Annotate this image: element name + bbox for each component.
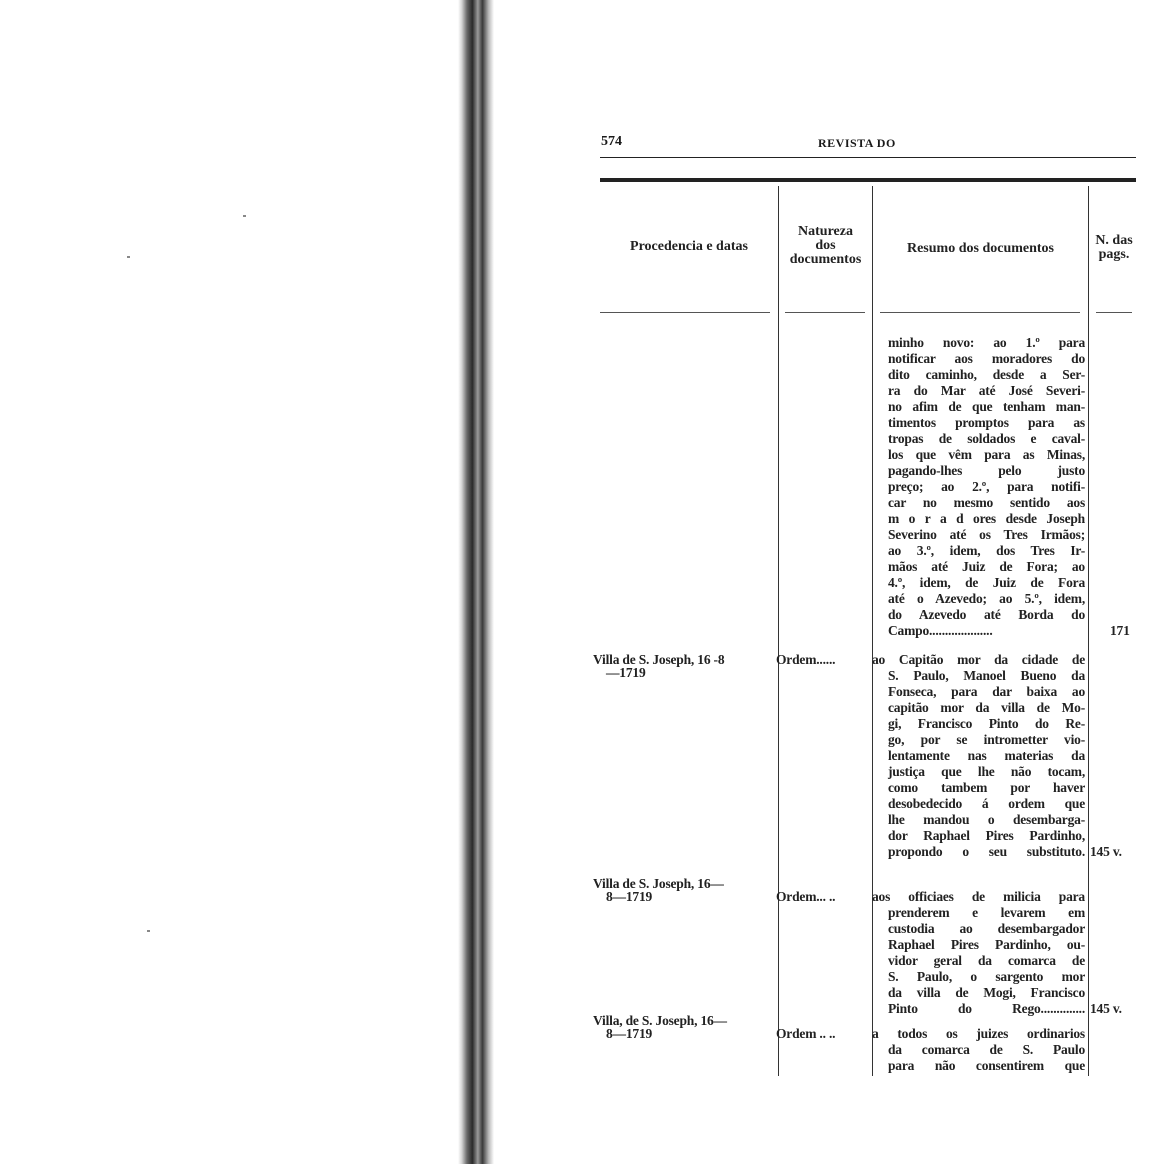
running-title: REVISTA DO [818,136,896,150]
summary-line: m o r a d ores desde Joseph [888,511,1085,526]
page-number: 574 [601,134,622,149]
summary-line: minho novo: ao 1.º para [888,335,1085,350]
document-nature: Ordem .. .. [776,1026,836,1041]
document-nature: Ordem...... [776,652,836,667]
column-header-procedencia: Procedencia e datas [630,239,748,254]
summary-line: Fonseca, para dar baixa ao [888,684,1085,699]
page-reference: 145 v. [1090,844,1122,859]
scan-speck [243,215,246,217]
summary-line: S. Paulo, Manoel Bueno da [888,668,1085,683]
scan-speck [127,256,130,258]
summary-line: como tambem por haver [888,780,1085,795]
document-nature: Ordem... .. [776,889,836,904]
summary-line: lentamente nas materias da [888,748,1085,763]
column-divider [1088,186,1089,1076]
date-line: Villa, de S. Joseph, 16— [593,1013,727,1028]
book-binding-gutter [458,0,494,1164]
date-line: 8—1719 [606,889,653,904]
page-reference: 171 [1110,623,1130,638]
summary-line: tropas de soldados e caval- [888,431,1085,446]
page-reference: 145 v. [1090,1001,1122,1016]
column-header-paginas [1089,234,1139,262]
summary-line: pagando-lhes pelo justo [888,463,1085,478]
summary-line: S. Paulo, o sargento mor [888,969,1085,984]
summary-line: Raphael Pires Pardinho, ou- [888,937,1085,952]
summary-line: Campo.................... [888,623,993,638]
summary-line: justiça que lhe não tocam, [888,764,1085,779]
column-divider [778,186,779,1076]
column-header-natureza [779,225,872,267]
summary-line: vidor geral da comarca de [888,953,1085,968]
scan-speck [147,930,150,932]
column-header-resumo: Resumo dos documentos [906,241,1054,256]
summary-line: notificar aos moradores do [888,351,1085,366]
header-line: pags. [1098,247,1130,262]
summary-line: propondo o seu substituto. [888,844,1085,859]
summary-line: no afim de que tenham man- [888,399,1085,414]
header-line: N. das [1095,233,1133,248]
column-divider [872,186,873,1076]
summary-line: capitão mor da villa de Mo- [888,700,1085,715]
summary-line: da villa de Mogi, Francisco [888,985,1085,1000]
header-bottom-rule [600,312,770,313]
summary-line: dito caminho, desde a Ser- [888,367,1085,382]
summary-line: do Azevedo até Borda do [888,607,1085,622]
table-top-rule [600,178,1136,182]
header-bottom-rule [880,312,1080,313]
summary-line: ao Capitão mor da cidade de [872,652,1085,667]
header-line: dos [815,238,836,253]
summary-line: dor Raphael Pires Pardinho, [888,828,1085,843]
header-line: documentos [789,252,862,267]
summary-line: da comarca de S. Paulo [888,1042,1085,1057]
date-line: 8—1719 [606,1026,653,1041]
summary-line: ra do Mar até José Severi- [888,383,1085,398]
summary-line: 4.º, idem, de Juiz de Fora [888,575,1085,590]
summary-line: preço; ao 2.º, para notifi- [888,479,1085,494]
summary-line: gi, Francisco Pinto do Re- [888,716,1085,731]
date-line: Villa de S. Joseph, 16 -8 [593,652,725,667]
summary-line: mãos até Juiz de Fora; ao [888,559,1085,574]
summary-line: desobedecido á ordem que [888,796,1085,811]
header-bottom-rule [1096,312,1132,313]
header-rule [600,157,1136,158]
summary-line: timentos promptos para as [888,415,1085,430]
summary-line: a todos os juizes ordinarios [872,1026,1085,1041]
date-line: Villa de S. Joseph, 16— [593,876,724,891]
summary-line: custodia ao desembargador [888,921,1085,936]
summary-line: até o Azevedo; ao 5.º, idem, [888,591,1085,606]
summary-line: Severino até os Tres Irmãos; [888,527,1085,542]
date-line: —1719 [606,665,646,680]
summary-line: prenderem e levarem em [888,905,1085,920]
summary-line: los que vêm para as Minas, [888,447,1085,462]
summary-line: car no mesmo sentido aos [888,495,1085,510]
header-bottom-rule [785,312,865,313]
summary-line: para não consentirem que [888,1058,1085,1073]
summary-line: lhe mandou o desembarga- [888,812,1085,827]
header-line: Natureza [798,224,853,239]
summary-line: go, por se intrometter vio- [888,732,1085,747]
summary-line: ao 3.º, idem, dos Tres Ir- [888,543,1085,558]
summary-line: Pinto do Rego.............. [888,1001,1085,1016]
summary-line: aos officiaes de milicia para [872,889,1085,904]
